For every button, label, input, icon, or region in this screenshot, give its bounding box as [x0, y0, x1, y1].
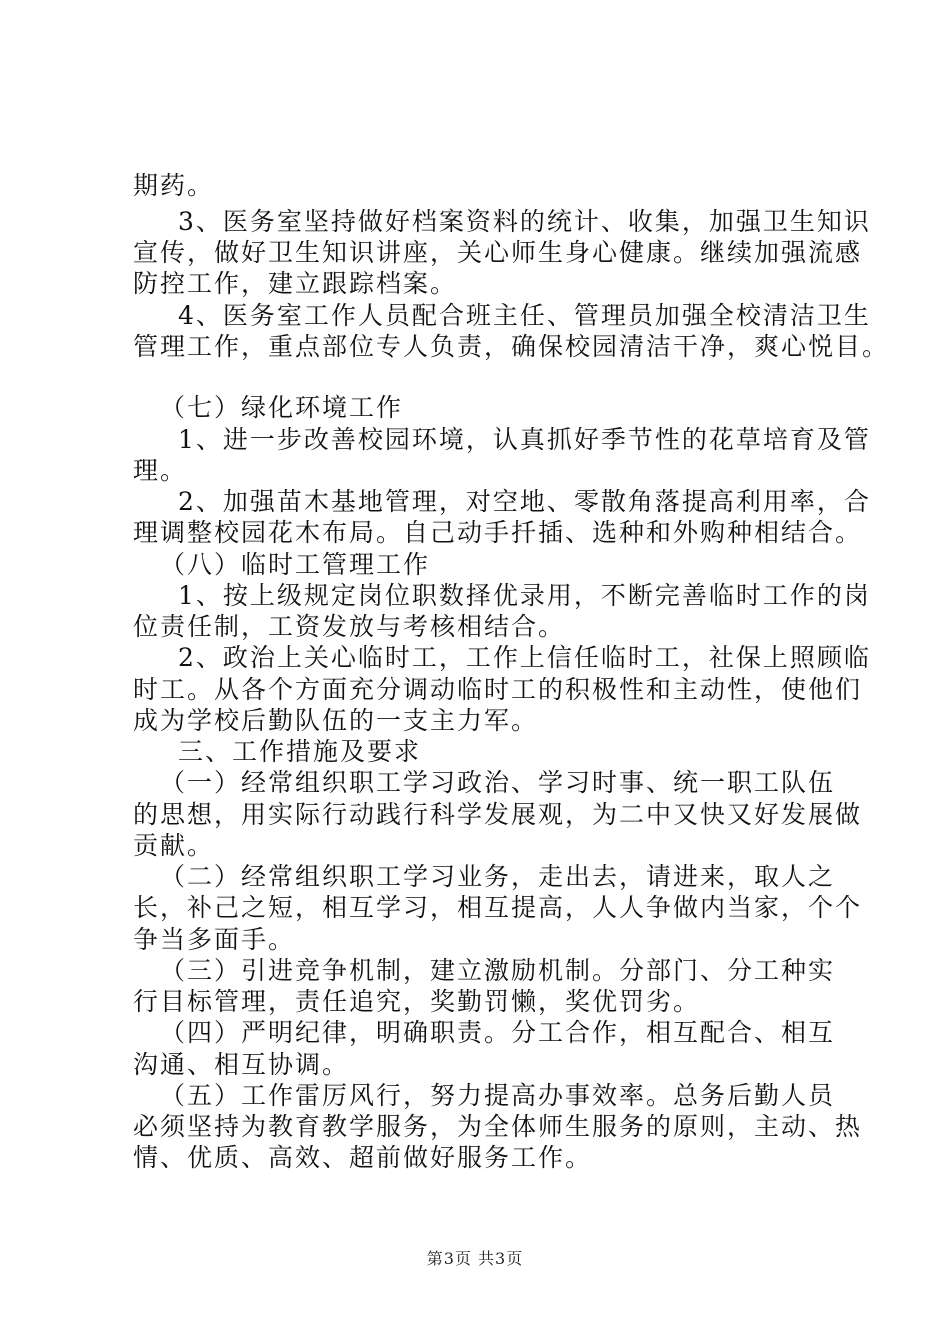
- text-line: 时工。从各个方面充分调动临时工的积极性和主动性，使他们: [133, 675, 863, 704]
- text-line: （五）工作雷厉风行，努力提高办事效率。总务后勤人员: [160, 1081, 836, 1110]
- text-line: 管理工作，重点部位专人负责，确保校园清洁干净，爽心悦目。: [133, 332, 890, 361]
- text-line: 2、加强苗木基地管理，对空地、零散角落提高利用率，合: [178, 487, 871, 516]
- text-line: 理。: [133, 456, 188, 485]
- text-line: 情、优质、高效、超前做好服务工作。: [133, 1143, 593, 1172]
- text-line: （四）严明纪律，明确职责。分工合作，相互配合、相互: [160, 1018, 836, 1047]
- text-line: 的思想，用实际行动践行科学发展观，为二中又快又好发展做: [133, 800, 863, 829]
- text-line: 1、进一步改善校园环境，认真抓好季节性的花草培育及管: [178, 425, 871, 454]
- text-line: 争当多面手。: [133, 925, 296, 954]
- text-line: 2、政治上关心临时工，工作上信任临时工，社保上照顾临: [178, 643, 871, 672]
- text-line: 1、按上级规定岗位职数择优录用，不断完善临时工作的岗: [178, 581, 871, 610]
- text-line: 成为学校后勤队伍的一支主力军。: [133, 706, 539, 735]
- text-line: 期药。: [133, 171, 215, 200]
- text-line: 必须坚持为教育教学服务，为全体师生服务的原则，主动、热: [133, 1112, 863, 1141]
- text-line: 防控工作，建立跟踪档案。: [133, 269, 458, 298]
- text-line: 理调整校园花木布局。自己动手扦插、选种和外购种相结合。: [133, 518, 863, 547]
- text-line: 4、医务室工作人员配合班主任、管理员加强全校清洁卫生: [178, 301, 871, 330]
- text-line: 位责任制，工资发放与考核相结合。: [133, 612, 566, 641]
- text-line: （二）经常组织职工学习业务，走出去，请进来，取人之: [160, 862, 836, 891]
- text-line: 3、医务室坚持做好档案资料的统计、收集，加强卫生知识: [178, 207, 871, 236]
- section-heading: 三、工作措施及要求: [178, 737, 422, 766]
- text-line: （三）引进竞争机制，建立激励机制。分部门、分工种实: [160, 956, 836, 985]
- page-number-footer: 第3页 共3页: [426, 1249, 524, 1268]
- text-line: 行目标管理，责任追究，奖勤罚懒，奖优罚劣。: [133, 987, 701, 1016]
- text-line: （一）经常组织职工学习政治、学习时事、统一职工队伍: [160, 768, 836, 797]
- text-line: 长，补己之短，相互学习，相互提高，人人争做内当家，个个: [133, 893, 863, 922]
- text-line: 沟通、相互协调。: [133, 1050, 350, 1079]
- section-heading: （七）绿化环境工作: [160, 393, 404, 422]
- text-line: 贡献。: [133, 831, 215, 860]
- section-heading: （八）临时工管理工作: [160, 550, 431, 579]
- text-line: 宣传，做好卫生知识讲座，关心师生身心健康。继续加强流感: [133, 238, 863, 267]
